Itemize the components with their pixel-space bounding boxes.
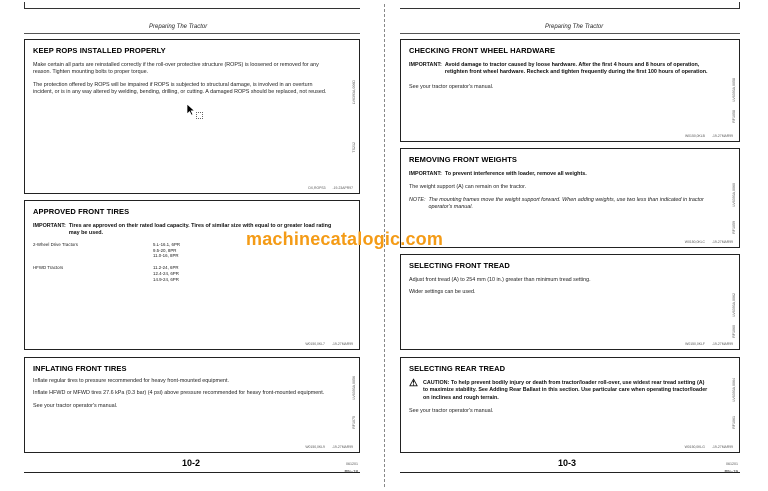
paragraph: The protection offered by ROPS will be impaired if ROPS is subjected to structural damage, is involved in an overturn incident, or is in any way altered by welding, bending, drilling, or cutting. A damaged ROPS should be replaced, not reused. [33,81,327,96]
figure-code: RF1059 [732,221,736,234]
important-label: IMPORTANT: [409,171,442,177]
inflating-section [24,357,360,453]
figure-code: RF1061 [732,416,736,429]
footer-rule [24,472,360,473]
table-cell: 12.4-24, 6PR [153,271,179,276]
important-notice [409,171,709,178]
pn-number: PN=19 [724,469,738,474]
section-body [409,171,709,212]
paragraph: Inflate regular tires to pressure recommended for heavy front-mounted equipment. [33,378,229,384]
table-cell: HFWD Tractors [33,265,64,271]
rops-section [24,39,360,194]
section-body [33,62,329,102]
table-cell: 11.0-16, 8PR [153,253,179,259]
crop-mark [24,2,25,9]
page-number: 10-2 [182,458,201,468]
crop-mark [739,2,740,9]
section-body [409,380,709,421]
running-head: Preparing The Tractor [545,24,604,30]
footer-code: W0150,0KLG -19-27MAR99 [684,445,733,449]
right-page [400,0,740,491]
footer-code: DX,ROPS3 -19-23APR97 [308,186,353,190]
paragraph: The weight support (A) can remain on the tractor. [409,184,527,191]
weights-section [400,148,740,248]
top-rule [400,8,740,9]
table-cell: 9.5-20, 8PR [153,247,177,253]
caution-text: CAUTION: To help prevent bodily injury or death from tractor/loader roll-over, use widest rear tread setting (A) to maximize stability. See Adding Rear Ballast in this section. Use particular care when operating tractor/loader on inclines and rough terrain. [423,380,708,401]
important-text: Tires are approved on their rated load capacity. Tires of similar size with equal to or greater load rating may be used. [68,223,332,237]
paragraph: See your tractor operator's manual. [33,402,118,409]
head-rule [400,33,740,34]
selection-marquee [196,112,203,119]
section-body [409,277,709,302]
paragraph: See your tractor operator's manual. [409,83,494,90]
section-body [409,62,709,96]
figure-code: RF1058 [732,110,736,123]
note-text: The mounting frames move the weight support forward. When adding weights, use two less than indicated in tractor operator's manual. [428,196,704,211]
figure-code: TS212 [352,142,356,153]
figure-code: RF1060 [732,325,736,338]
section-title: INFLATING FRONT TIRES [33,364,127,373]
section-title: REMOVING FRONT WEIGHTS [409,155,518,164]
important-text: Avoid damage to tractor caused by loose hardware. After the first 4 hours and 8 hours of operation, retighten front wheel hardware. Recheck and tighten frequently during the first 100 hours of operation. [444,62,708,76]
mouse-pointer-icon [186,103,196,116]
paragraph: Make certain all parts are reinstalled correctly if the roll-over protective structure (ROPS) is loosened or removed for any reason. Tighten mounting bolts to proper torque. [33,62,319,76]
front-tread-section [400,254,740,350]
head-rule [24,33,360,34]
section-title: SELECTING FRONT TREAD [409,261,510,270]
note-label: NOTE: [409,196,426,203]
footer-code: W0150,0KLC -19-27MAR99 [684,240,733,244]
print-date: 061201 [726,462,738,466]
table-cell: 11.2-24, 6PR [153,265,179,271]
rear-tread-section [400,357,740,453]
pn-number: PN=18 [344,469,358,474]
section-title: APPROVED FRONT TIRES [33,207,130,216]
section-title: CHECKING FRONT WHEEL HARDWARE [409,46,556,55]
section-title: SELECTING REAR TREAD [409,364,506,373]
reference-code: LV6393A,0058 [732,78,736,102]
paragraph: Wider settings can be used. [409,289,476,296]
paragraph: See your tractor operator's manual. [409,408,494,415]
figure-code: RF1075 [352,416,356,429]
tires-section [24,200,360,350]
reference-code: LV6393A,0056 [352,376,356,400]
table-cell: 5.L-16.1, 6PR [153,241,181,247]
paragraph: Adjust front tread (A) to 254 mm (10 in.) greater than minimum tread setting. [409,277,591,283]
footer-code: W0150,0KL7 -19-27MAR99 [305,342,353,346]
running-head: Preparing The Tractor [149,24,208,30]
footer-code: W0150,0KL9 -19-27MAR99 [305,445,353,449]
footer-code: W0150,0KLB -19-27MAR99 [684,134,733,138]
reference-code: LV6393A,0064 [732,378,736,402]
print-date: 061201 [346,462,358,466]
reference-code: LV6393A,0062 [732,293,736,317]
table-cell: 14.9-24, 6PR [153,276,179,282]
footer-rule [400,472,740,473]
table-cell [33,277,153,283]
hardware-section [400,39,740,142]
page-number: 10-3 [558,458,577,468]
important-label: IMPORTANT: [33,223,66,229]
watermark-text: machinecatalogic.com [246,229,444,249]
table-row [33,277,339,283]
paragraph: Inflate HFWD or MFWD tires 27.6 kPa (0.3 bar) (4 psi) above pressure recommended for heavy front-mounted equipment. [33,390,325,397]
section-title: KEEP ROPS INSTALLED PROPERLY [33,46,166,55]
caution-notice [409,380,709,402]
reference-code: LV6393A,006D [352,80,356,105]
important-notice [409,62,709,77]
reference-code: LV6393A,0060 [732,183,736,207]
top-rule [24,8,360,9]
table-cell: 2-Wheel Drive Tractors [33,241,78,247]
warning-icon: ⚠ [409,378,418,389]
footer-code: W0150,0KLF -19-27MAR99 [685,342,733,346]
important-label: IMPORTANT: [409,62,442,68]
important-text: To prevent interference with loader, remove all weights. [444,171,587,177]
section-body [33,378,329,415]
note [409,197,709,212]
